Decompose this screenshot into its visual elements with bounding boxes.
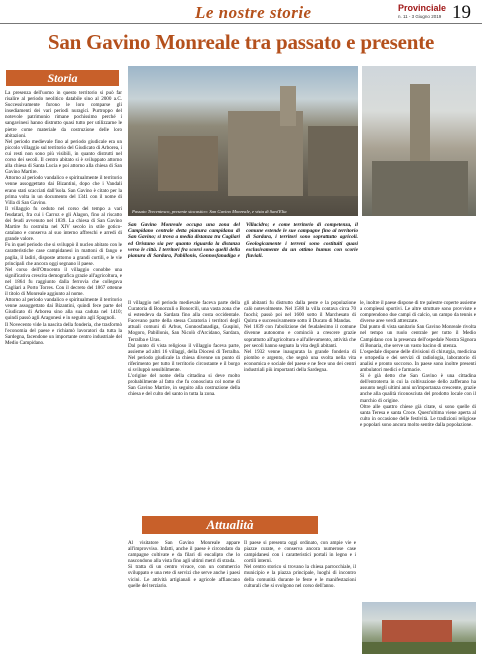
paragraph: Dal punto di vista religioso il villaggio faceva parte, assieme ad altri 16 villaggi, della Diocesi di Terralba. Nel periodo giudicale la chiesa divenne un punto di riferimento per tutto il territorio circostante e il borgo si sviluppò sensibilmente. [128,342,240,374]
paragraph: Nel corso dell'Ottocento il villaggio conobbe una significativa crescita demografica grazie all'agricoltura, e nel 1864 fu raggiunto dalla ferrovia che collegava Cagliari a Porto Torres. Con il decreto del 1867 ottenne il titolo di Monreale aggiunto al nome. [5,266,122,298]
paragraph: Si è già detto che San Gavino è una cittadina dell'entroterra in cui la coltivazione dello zafferano ha assunto negli ultimi anni un'importanza crescente, grazie anche alla qualità riconosciuta del prodotto locale con il marchio di origine. [360,373,476,404]
storia-column-2 [128,300,240,500]
paragraph: Nel 1932 venne inaugurata la grande fonderia di piombo e argento, che segnò una svolta nella vita economica e sociale del paese e ne fece uno dei centri industriali più importanti della Sardegna. [244,348,356,374]
issue-date: n. 11 - 3 Giugno 2019 [398,14,442,19]
paragraph: Nel periodo medievale fino al periodo giudicale era un piccolo villaggio sul territorio del Giudicato di Arborea, i cui resti non sono più visibili, in quanto distrutti nel corso dei secoli. Il centro abitato si è sviluppato attorno alla chiesa di Santa Lucia e poi attorno alla chiesa di San Gavino Martire. [5,138,122,176]
paragraph: Attorno al periodo vandalico e spiritualmente il territorio venne assoggettato dai Bizantini, dopo che i Vandali erano stati scacciati dall'isola. San Gavino è citato per la prima volta in un documento del 1341 con il nome di Villa di San Gavino. [5,175,122,206]
photo-caption: Passato Trecentesco, presente stocastico: San Gavino Monreale, e vista di Sant'Elia [132,208,287,214]
intro-paragraph: San Gavino Monreale occupa una zona del Campidano centrale detta pianura campidana di San Gavino; si trova a media distanza tra Cagliari ed Oristano sia per quanto riguarda la distanza verso le città. I territori fra scorsi sono quelli della pianura di Sardara, Pabillonis, Gonnosfanadiga e Villacidro; e come territorio di competenza, il comune estende le sue campagne fino al territorio di Sardara, i territori sono soprattutto agricoli. Geologicamente i terreni sono costituiti quasi esclusivamente da un ottimo humus con scorie fluviali. [128,222,358,260]
paragraph: Dal punto di vista sanitario San Gavino Monreale rivolta nel tempo un ruolo centrale per tutto il Medio Campidano con la presenza dell'ospedale Nostra Signora di Bonaria, che serve un vasto bacino di utenza. [360,324,476,349]
paragraph: La presenza dell'uomo in questo territorio si può far risalire al periodo neolitico databile sino al 2000 a.C. Successivamente furono le loro comparse gli insediamenti dei vari periodi nuragici. Purtroppo del notevole patrimonio rimane pochissimo perché i sangavinesi hanno distrutto quasi tutto per utilizzarne le pietre come materiale da costruzione delle loro abitazioni. [5,90,122,139]
section-title: Le nostre storie [195,3,312,22]
storia-column-1 [5,90,122,653]
paragraph: Nel centro storico si trovano la chiesa parrocchiale, il municipio e la piazza principale, luoghi di incontro della comunità durante le feste e le manifestazioni culturali che si svolgono nel corso dell'anno. [244,564,356,589]
paragraph: L'ospedale dispone delle divisioni di chirurgia, medicina e ortopedia e dei servizi di radiologia, laboratorio di analisi e pronto soccorso. In paese sono inoltre presenti ambulatori medici e farmacie. [360,348,476,374]
paragraph: Al visitatore San Gavino Monreale appare all'improvviso. Infatti, anche il paese è circondato da campagne coltivate e da filari di eucalipto che lo nascondono alla vista fino agli ultimi metri di strada. [128,540,240,565]
storia-column-3 [244,300,356,500]
paragraph: Attorno al periodo vandalico e spiritualmente il territorio venne assoggettato dai Bizantini, quindi fece parte del Giudicato di Arborea sino alla sua caduta nel 1410; quindi passò agli Aragonesi e in seguito agli Spagnoli. [5,297,122,322]
photo-town-building [362,602,476,654]
paragraph: Oltre alle quattro chiese già citate, si sono quelle di santa Teresa e santa Croce. Quest'ultima viene aperta al culto in occasione delle festività. Le tradizioni religiose e popolari sono ancora molto sentite dalla popolazione. [360,403,476,428]
paragraph: Nel 1839 con l'abolizione del feudalesimo il comune divenne autonomo e cominciò a crescere grazie soprattutto all'agricoltura e all'allevamento, attività che per secoli hanno segnato la vita degli abitanti. [244,324,356,349]
paragraph: Il villaggio nel periodo medievale faceva parte della Curatoria di Bonorzuli o Bonorcili, una vasta zona che si estendeva da Sardara fino alla costa occidentale. Facevano parte della stessa Curatoria i territori degli attuali comuni di Arbus, Gonnosfanadiga, Guspini, Mogoro, Pabillonis, San Nicolò d'Arcidano, Sardara, Terralba e Uras. [128,300,240,343]
page-number: 19 [452,2,471,23]
attualita-column-1 [128,540,240,655]
paragraph: Il paese si presenta oggi ordinato, con ampie vie e piazze curate, e conserva ancora numerose case campidanesi con i caratteristici portali in legno e i cortili interni. [244,540,356,565]
paragraph: L'origine del nome della cittadina si deve molto probabilmente al fatto che fu conosciuta col nome di San Gavino Martire, in seguito alla costruzione della chiesa e del culto del santo in tutta la zona. [128,373,240,398]
attualita-column-2 [244,540,356,655]
attualita-column-right [360,300,476,600]
photo-church-aerial [128,66,358,216]
section-attualita-label: Attualità [142,516,318,534]
magazine-logo: Provinciale [398,3,447,13]
paragraph: Il Novecento vide la nascita della fonderia, che trasformò l'economia del paese e richiamò lavoratori da tutta la Sardegna, facendone un importante centro industriale del Medio Campidano. [5,321,122,346]
paragraph: gli abitanti fu distrutto dalla peste e la popolazione calò notevolmente. Nel 1588 la villa contava circa 70 fuochi; passò poi nel 1600 sotto il Marchesato di Quirra e successivamente sotto il Ducato di Mandas. [244,300,356,325]
paragraph: Fu in quel periodo che si sviluppò il nucleo abitato con le caratteristiche case campidanesi in mattoni di fango e paglia, il ladiri, disposte attorno a grandi cortili, e le vie principali che ancora oggi segnano il paese. [5,242,122,267]
paragraph: Si tratta di un centro vivace, con un commercio sviluppato e una rete di servizi che serve anche i paesi vicini. Le attività artigianali e agricole affiancano quelle del terziario. [128,564,240,589]
photo-church-tower [362,66,476,216]
article-title: San Gavino Monreale tra passato e presente [47,30,435,54]
paragraph: le, inoltre il paese dispone di tre palestre coperte assieme a complessi sportivi. Le altre strutture sono provviste e comprendono due campi di calcio, un campo da tennis e diverse aree verdi attrezzate. [360,300,476,325]
paragraph: Il villaggio fu ceduto nel corso del tempo a vari feudatari, fra cui i Carroz e gli Alagon, fino al riscatto dei feudi avvenuto nel 1839. La chiesa di San Gavino Martire fu costruita nel XIV secolo in stile gotico-catalano e conserva al suo interno affreschi e arredi di grande valore. [5,205,122,243]
section-storia-label: Storia [6,70,119,86]
page-header [0,0,482,24]
